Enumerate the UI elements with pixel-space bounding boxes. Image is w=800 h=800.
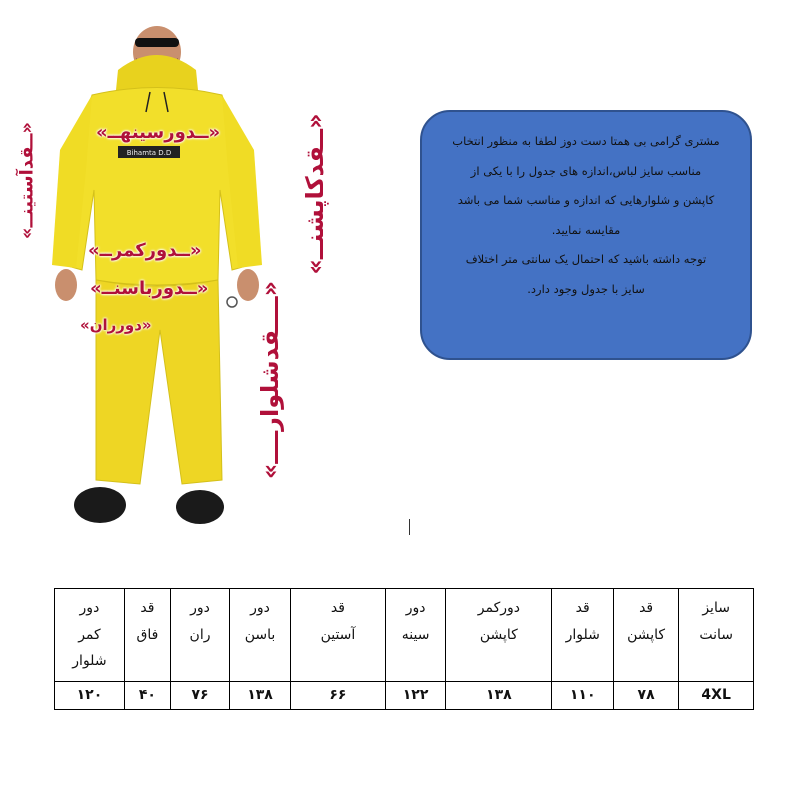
note-line: مناسب سایز لباس،اندازه های جدول را با یکی از <box>470 163 702 178</box>
size-table <box>54 588 754 710</box>
header-jacket-length: قد کاپشن <box>613 589 678 682</box>
note-line: کاپشن و شلوارهایی که اندازه و مناسب شما می باشد <box>457 193 715 208</box>
size-guide-note <box>420 110 752 360</box>
table-header-row <box>55 589 754 682</box>
brand-badge-text: Bihamta D.D <box>126 149 172 157</box>
value-pants-length: ۱۱۰ <box>552 681 613 710</box>
value-thigh: ۷۶ <box>170 681 229 710</box>
table-row <box>55 681 754 710</box>
note-line: مشتری گرامی بی همتا دست دوز لطفا به منظور انتخاب <box>452 134 720 148</box>
value-hip: ۱۳۸ <box>230 681 291 710</box>
value-jacket-length: ۷۸ <box>613 681 678 710</box>
pants <box>96 280 222 484</box>
note-paragraph-1 <box>448 134 724 238</box>
value-rise: ۴۰ <box>124 681 170 710</box>
value-chest: ۱۲۲ <box>385 681 445 710</box>
header-thigh: دور ران <box>170 589 229 682</box>
left-hand <box>55 269 77 301</box>
measure-sleeve: «ــقدآستینــ» <box>16 121 38 240</box>
header-sleeve: قد آستین <box>290 589 385 682</box>
note-line: توجه داشته باشید که احتمال یک سانتی متر اختلاف <box>465 252 707 267</box>
measure-thigh: «دورران» <box>80 316 152 334</box>
note-line: مقایسه نمایید. <box>551 222 621 237</box>
measure-waist: «ــدورکمرــ» <box>88 240 202 261</box>
value-jacket-waist: ۱۳۸ <box>446 681 552 710</box>
measure-pants-length: «ــــقدشلوارــــ» <box>256 280 284 480</box>
value-pants-waist: ۱۲۰ <box>55 681 125 710</box>
text-cursor <box>409 519 410 535</box>
measure-hip: «ــدورباسنــ» <box>90 278 209 299</box>
value-sleeve: ۶۶ <box>290 681 385 710</box>
note-line: سایز با جدول وجود دارد. <box>527 281 645 296</box>
header-jacket-waist: دورکمر کاپشن <box>446 589 552 682</box>
header-size: سایز سانت <box>679 589 754 682</box>
product-photo <box>0 0 400 540</box>
header-chest: دور سینه <box>385 589 445 682</box>
header-pants-length: قد شلوار <box>552 589 613 682</box>
value-size: 4XL <box>679 681 754 710</box>
right-shoe <box>176 490 224 524</box>
left-shoe <box>74 487 126 523</box>
header-pants-waist: دور کمر شلوار <box>55 589 125 682</box>
measure-chest: «ــدورسینهــ» <box>96 122 221 143</box>
header-rise: قد فاق <box>124 589 170 682</box>
header-hip: دور باسن <box>230 589 291 682</box>
sunglasses <box>135 38 179 47</box>
note-paragraph-2 <box>448 252 724 297</box>
measure-jacket-length: «ــقدکاپشنــ» <box>301 113 329 275</box>
